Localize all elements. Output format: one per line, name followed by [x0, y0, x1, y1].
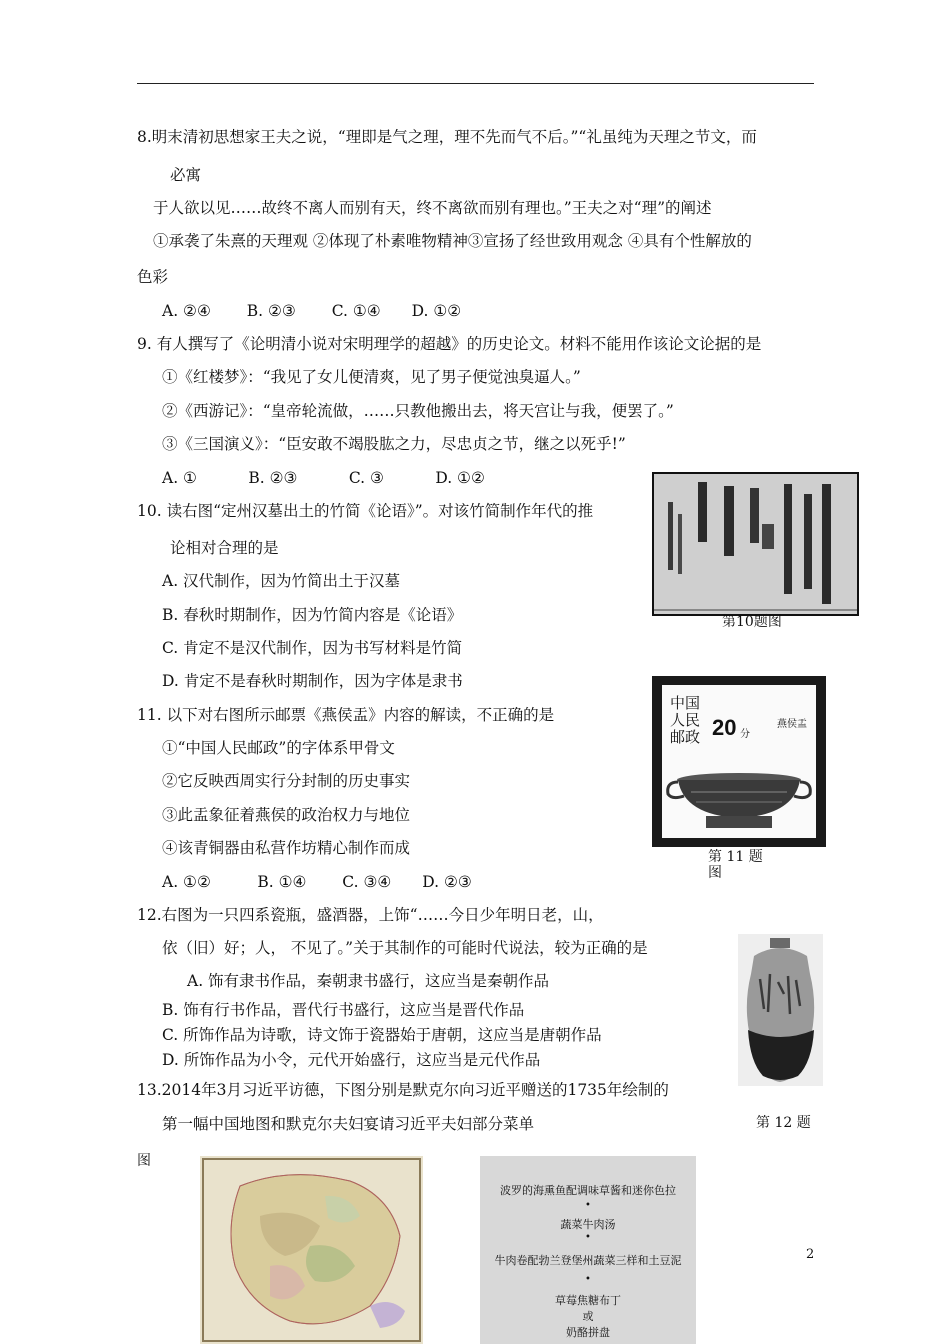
- menu-item-5: 或: [582, 1310, 594, 1323]
- q12-option-c: C. 所饰作品为诗歌，诗文饰于瓷器始于唐朝，这应当是唐朝作品: [162, 1026, 602, 1044]
- q11-item-2: ②它反映西周实行分封制的历史事实: [162, 772, 411, 790]
- q8-stem-line-4: ①承袭了朱熹的天理观 ②体现了朴素唯物精神③宣扬了经世致用观念 ④具有个性解放的: [153, 232, 752, 250]
- q11-figure-caption-1: 第 11 题: [708, 849, 763, 865]
- menu-separator-2: •: [585, 1232, 591, 1243]
- q11-item-1: ①“中国人民邮政”的字体系甲骨文: [162, 739, 395, 757]
- q10-stem-line-1: 10. 读右图“定州汉墓出土的竹简《论语》”。对该竹简制作年代的推: [137, 502, 594, 520]
- q9-item-2: ②《西游记》：“皇帝轮流做，……只教他搬出去，将天宫让与我，便罢了。”: [162, 402, 674, 420]
- q12-stem-line-1: 12.右图为一只四系瓷瓶，盛酒器，上饰“……今日少年明日老，山，: [137, 906, 604, 924]
- q8-stem-line-3: 于人欲以见……故终不离人而别有天，终不离欲而别有理也。”王夫之对“理”的阐述: [153, 199, 712, 217]
- q12-option-d: D. 所饰作品为小令，元代开始盛行，这应当是元代作品: [162, 1051, 541, 1069]
- page-number: 2: [806, 1247, 815, 1262]
- q12-figure-caption-1: 第 12 题: [756, 1115, 811, 1131]
- menu-item-2: 蔬菜牛肉汤: [560, 1218, 616, 1231]
- q9-stem: 9. 有人撰写了《论明清小说对宋明理学的超越》的历史论文。材料不能用作该论文论据的是: [137, 335, 762, 353]
- q13-stem-line-1: 13.2014年3月习近平访德，下图分别是默克尔向习近平赠送的1735年绘制的: [137, 1081, 669, 1099]
- q12-option-a: A. 饰有隶书作品，秦朝隶书盛行，这应当是秦朝作品: [187, 972, 550, 990]
- stamp-inner: [662, 685, 816, 838]
- q12-figure-caption-2: 图: [137, 1153, 151, 1169]
- menu-item-1: 波罗的海熏鱼配调味草酱和迷你色拉: [500, 1184, 676, 1197]
- q10-option-b: B. 春秋时期制作，因为竹简内容是《论语》: [162, 606, 463, 624]
- stamp-postal-text: 中国人民邮政: [670, 694, 701, 746]
- menu-item-4: 草莓焦糖布丁: [555, 1294, 621, 1307]
- q12-stem-line-2: 依（旧）好；人， 不见了。”关于其制作的可能时代说法，较为正确的是: [162, 939, 648, 957]
- q11-stem: 11. 以下对右图所示邮票《燕侯盂》内容的解读，不正确的是: [137, 706, 555, 724]
- bamboo-slips-image: [652, 472, 859, 616]
- menu-separator-1: •: [585, 1200, 591, 1211]
- stamp-value: 20: [712, 715, 737, 740]
- banquet-menu-image: [480, 1156, 696, 1344]
- q11-figure-caption-2: 图: [708, 865, 722, 881]
- menu-item-3: 牛肉卷配勃兰登堡州蔬菜三样和土豆泥: [494, 1254, 682, 1267]
- q8-stem-line-2: 必寓: [170, 166, 202, 184]
- q12-option-b: B. 饰有行书作品，晋代行书盛行，这应当是晋代作品: [162, 1001, 525, 1019]
- q9-item-1: ①《红楼梦》：“我见了女儿便清爽，见了男子便觉浊臭逼人。”: [162, 368, 581, 386]
- china-map-image: [200, 1156, 423, 1344]
- q9-item-3: ③《三国演义》：“臣安敢不竭股肱之力，尽忠贞之节，继之以死乎!”: [162, 435, 626, 453]
- q10-option-d: D. 肯定不是春秋时期制作，因为字体是隶书: [162, 672, 463, 690]
- q11-item-4: ④该青铜器由私营作坊精心制作而成: [162, 839, 411, 857]
- q11-options: A. ①② B. ①④ C. ③④ D. ②③: [162, 873, 472, 891]
- menu-item-6: 奶酪拼盘: [566, 1326, 610, 1339]
- q11-item-3: ③此盂象征着燕侯的政治权力与地位: [162, 806, 411, 824]
- q10-option-a: A. 汉代制作，因为竹简出土于汉墓: [162, 572, 401, 590]
- stamp-unit: 分: [740, 729, 750, 740]
- q8-stem-line-1: 8.明末清初思想家王夫之说，“理即是气之理，理不先而气不后。”“礼虽纯为天理之节文，而: [137, 128, 757, 146]
- q8-options: A. ②④ B. ②③ C. ①④ D. ①②: [162, 302, 462, 320]
- stamp-image: [652, 676, 826, 847]
- q8-stem-line-5: 色彩: [137, 268, 169, 286]
- header-rule: [137, 83, 814, 84]
- bronze-vessel-illustration: [666, 770, 812, 835]
- menu-separator-3: •: [585, 1274, 591, 1285]
- stamp-name: 燕侯盂: [777, 719, 807, 730]
- q10-figure-caption: 第10题图: [722, 614, 782, 630]
- porcelain-vase-image: [738, 934, 823, 1086]
- q10-option-c: C. 肯定不是汉代制作，因为书写材料是竹简: [162, 639, 463, 657]
- q9-options: A. ① B. ②③ C. ③ D. ①②: [162, 469, 485, 487]
- q13-stem-line-2: 第一幅中国地图和默克尔夫妇宴请习近平夫妇部分菜单: [162, 1115, 535, 1133]
- q10-stem-line-2: 论相对合理的是: [170, 539, 279, 557]
